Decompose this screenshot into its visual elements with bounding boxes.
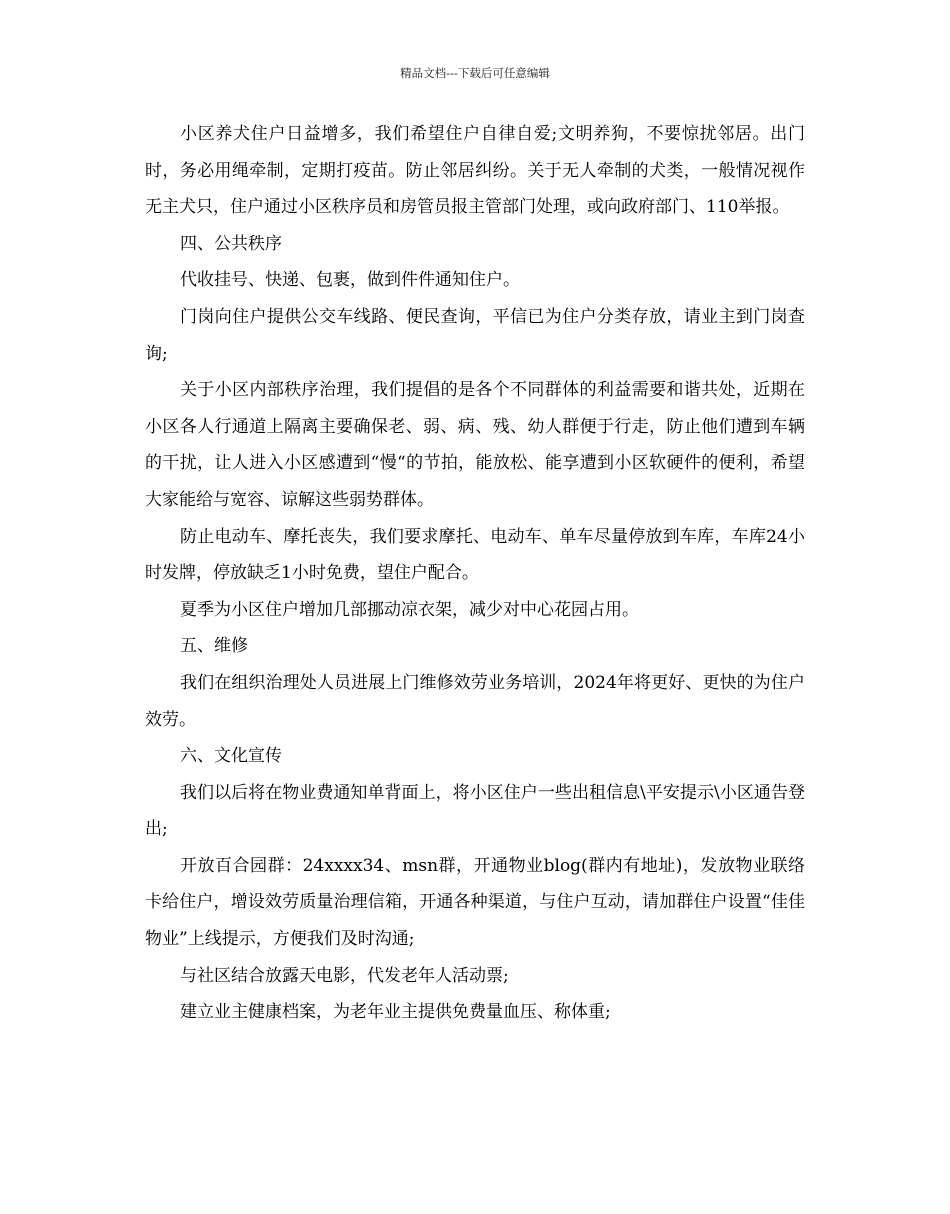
section-heading-public-order: 四、公共秩序 — [180, 233, 282, 254]
paragraph-health-records: 建立业主健康档案，为老年业主提供免费量血压、称体重; — [180, 1002, 611, 1023]
page-header: 精品文档---下载后可任意编辑 — [400, 66, 550, 80]
paragraph-dog-policy: 小区养犬住户日益增多，我们希望住户自律自爱;文明养狗，不要惊扰邻居。出门时，务必用绳牵制，定期打疫苗。防止邻居纠纷。关于无人牵制的犬类，一般情况视作无主犬只，住户通过小区秩序员和房管员报主管部门处理，或向政府部门、110举报。 — [145, 124, 805, 218]
paragraph-online-groups: 开放百合园群：24xxxx34、msn群，开通物业blog(群内有地址)，发放物业联络卡给住户，增设效劳质量治理信箱，开通各种渠道，与住户互动，请加群住户设置“佳佳物业”上线提示，方便我们及时沟通; — [145, 855, 805, 950]
document-body — [145, 116, 805, 1031]
paragraph-gate-inquiry: 门岗向住户提供公交车线路、便民查询，平信已为住户分类存放，请业主到门岗查询; — [145, 306, 805, 364]
paragraph-repair-training: 我们在组织治理处人员进展上门维修效劳业务培训，2024年将更好、更快的为住户效劳。 — [145, 672, 805, 730]
section-heading-maintenance: 五、维修 — [180, 636, 248, 657]
paragraph-notice-info: 我们以后将在物业费通知单背面上，将小区住户一些出租信息\平安提示\小区通告登出; — [145, 782, 805, 840]
paragraph-drying-racks: 夏季为小区住户增加几部挪动凉衣架，减少对中心花园占用。 — [180, 599, 639, 620]
paragraph-vehicle-parking: 防止电动车、摩托丧失，我们要求摩托、电动车、单车尽量停放到车库，车库24小时发牌，停放缺乏1小时免费，望住户配合。 — [145, 526, 805, 584]
paragraph-parcel-service: 代收挂号、快递、包裹，做到件件通知住户。 — [180, 270, 520, 291]
section-heading-culture: 六、文化宣传 — [180, 746, 282, 767]
paragraph-outdoor-movies: 与社区结合放露天电影，代发老年人活动票; — [180, 965, 509, 986]
paragraph-internal-order: 关于小区内部秩序治理，我们提倡的是各个不同群体的利益需要和谐共处，近期在小区各人行通道上隔离主要确保老、弱、病、残、幼人群便于行走，防止他们遭到车辆的干扰，让人进入小区感遭到“慢“的节拍，能放松、能享遭到小区软硬件的便利，希望大家能给与宽容、谅解这些弱势群体。 — [145, 380, 805, 510]
